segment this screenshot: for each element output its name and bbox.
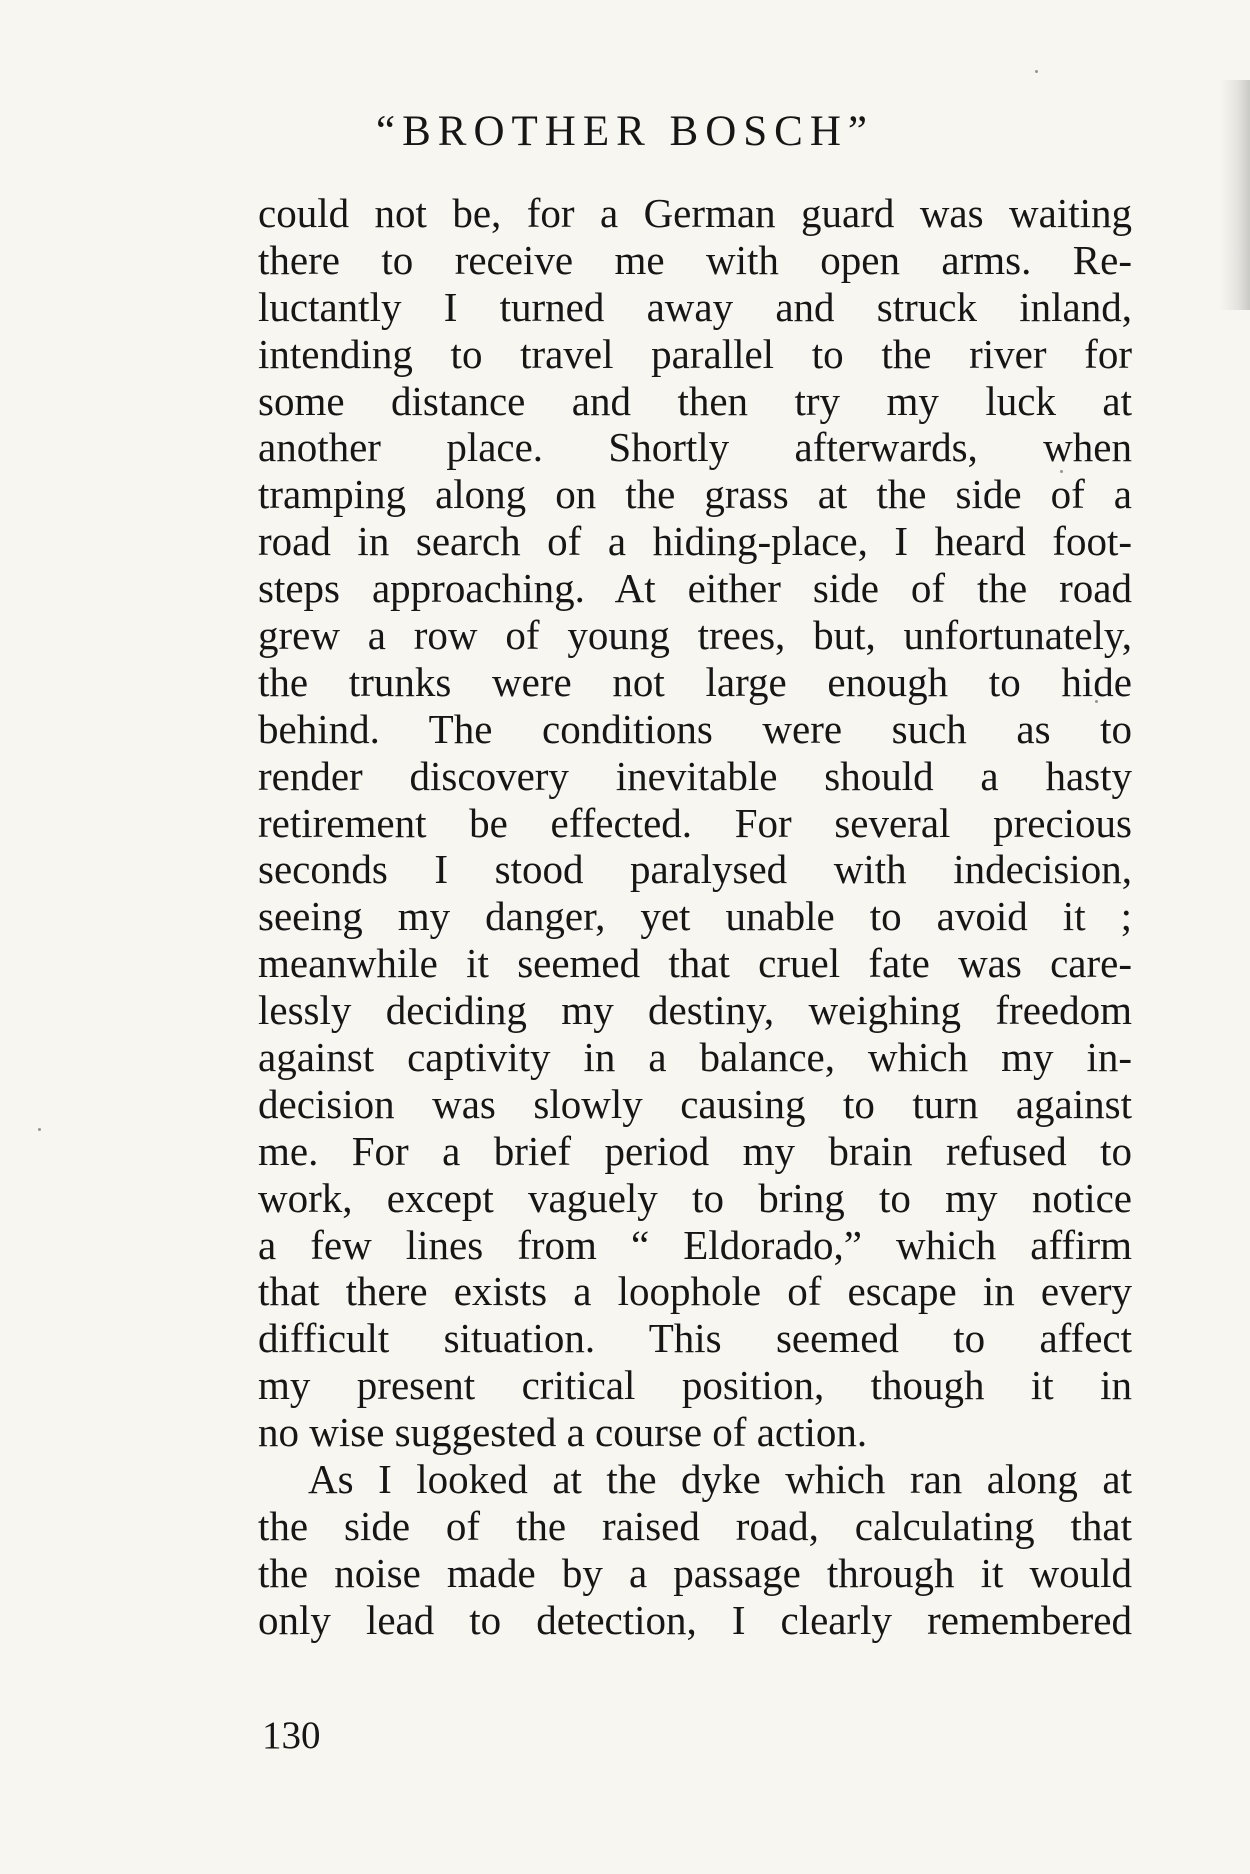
scan-speck: [38, 1128, 41, 1131]
text-line: meanwhile it seemed that cruel fate was care-: [258, 940, 1132, 987]
text-line: steps approaching. At either side of the road: [258, 565, 1132, 612]
text-line: another place. Shortly afterwards, when: [258, 424, 1132, 471]
text-line: render discovery inevitable should a hasty: [258, 752, 1132, 799]
text-line: only lead to detection, I clearly remembered: [258, 1596, 1132, 1643]
text-line: decision was slowly causing to turn against: [258, 1080, 1132, 1127]
running-header: “BROTHER BOSCH”: [376, 108, 874, 155]
text-line: some distance and then try my luck at: [258, 377, 1132, 424]
text-line: the noise made by a passage through it would: [258, 1549, 1132, 1596]
text-line: me. For a brief period my brain refused to: [258, 1127, 1132, 1174]
scan-speck: [1035, 70, 1038, 73]
text-line: lessly deciding my destiny, weighing freedom: [258, 987, 1132, 1034]
text-line: the trunks were not large enough to hide: [258, 658, 1132, 705]
text-line: behind. The conditions were such as to: [258, 705, 1132, 752]
text-line: the side of the raised road, calculating that: [258, 1502, 1132, 1549]
text-line: that there exists a loophole of escape in every: [258, 1268, 1132, 1315]
text-line: difficult situation. This seemed to affect: [258, 1315, 1132, 1362]
text-line: could not be, for a German guard was waiting: [258, 190, 1132, 236]
text-line: luctantly I turned away and struck inland,: [258, 283, 1132, 330]
text-line: my present critical position, though it in: [258, 1362, 1132, 1409]
text-line: no wise suggested a course of action.: [258, 1409, 868, 1456]
body-text: [258, 190, 1132, 1644]
text-line: intending to travel parallel to the river for: [258, 330, 1132, 377]
text-line: seeing my danger, yet unable to avoid it ;: [258, 893, 1132, 940]
text-line: against captivity in a balance, which my in-: [258, 1034, 1132, 1081]
text-line: tramping along on the grass at the side of a: [258, 471, 1132, 518]
text-line: grew a row of young trees, but, unfortunately,: [258, 612, 1132, 659]
text-line: there to receive me with open arms. Re-: [258, 236, 1132, 283]
text-line: retirement be effected. For several precious: [258, 799, 1132, 846]
text-line: a few lines from “ Eldorado,” which affirm: [258, 1221, 1132, 1268]
text-line: road in search of a hiding-place, I heard foot-: [258, 518, 1132, 565]
page-number: 130: [262, 1714, 321, 1757]
text-line: seconds I stood paralysed with indecision,: [258, 846, 1132, 893]
text-line: work, except vaguely to bring to my notice: [258, 1174, 1132, 1221]
paragraph-first-line: As I looked at the dyke which ran along at: [308, 1456, 1132, 1503]
